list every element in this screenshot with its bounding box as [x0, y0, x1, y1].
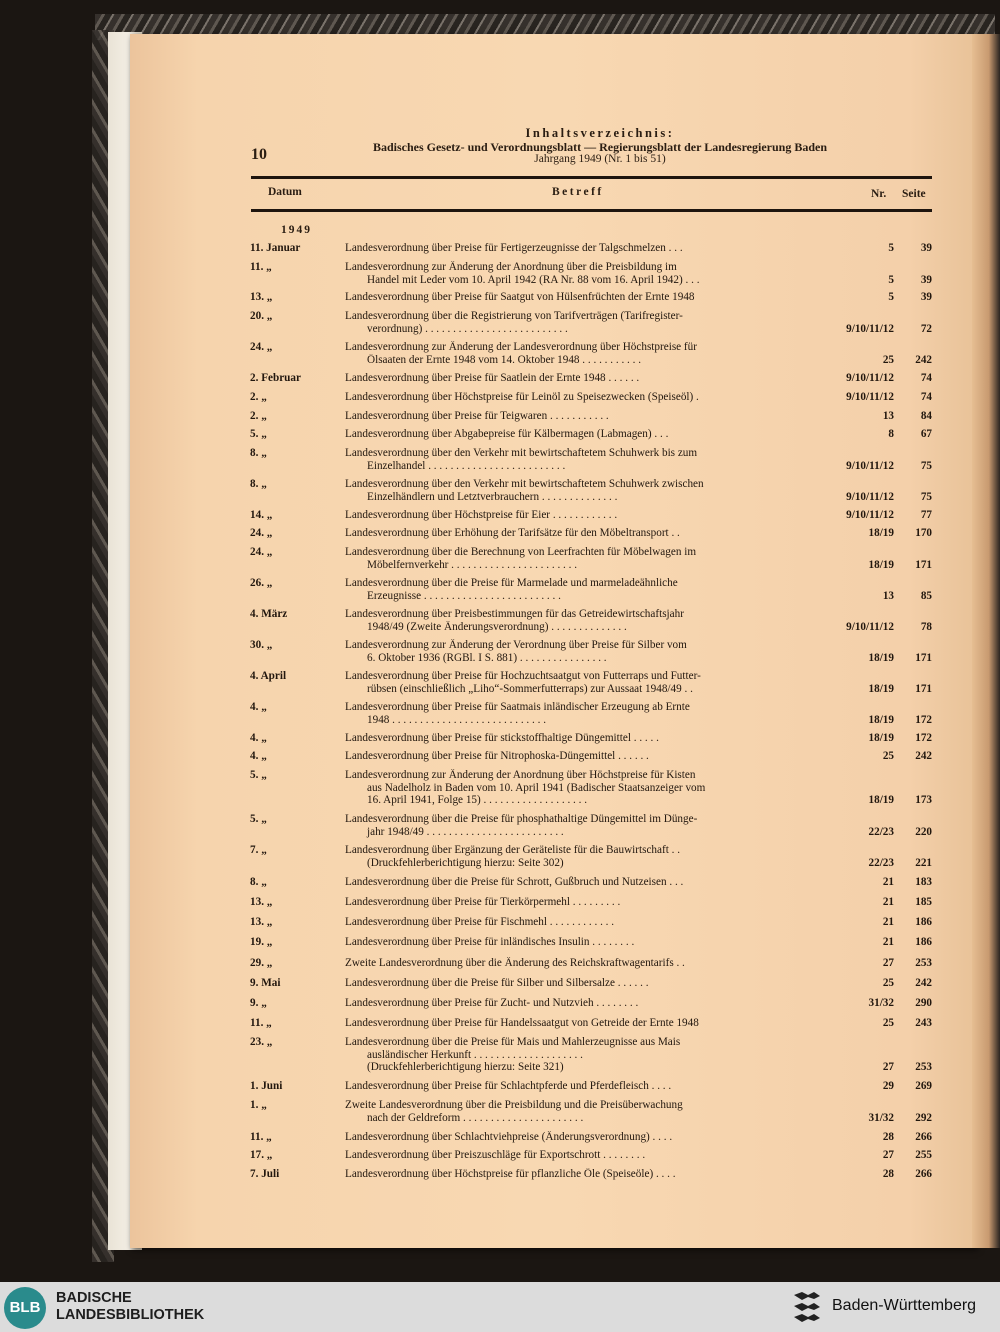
- entry-date: 11. „: [250, 261, 272, 273]
- entry-subject: [345, 670, 822, 695]
- entry-subject-line: Landesverordnung über die Berechnung von Leerfrachten für Möbelwagen im: [345, 546, 697, 558]
- entry-subject-line: Landesverordnung über den Verkehr mit bewirtschaftetem Schuhwerk zwischen: [345, 478, 704, 490]
- entry-subject: [345, 577, 822, 602]
- entry-subject: [345, 1131, 822, 1144]
- entry-subject-line: Landesverordnung über Preise für Saatlein der Ernte 1948 . . . . . .: [345, 372, 640, 384]
- page-volume: Jahrgang 1949 (Nr. 1 bis 51): [534, 153, 666, 165]
- entry-date: 2. Februar: [250, 372, 301, 384]
- entry-subject: [345, 410, 822, 423]
- toc-entry: [0, 1131, 1000, 1144]
- library-name: [56, 1290, 204, 1324]
- entry-subject-line: Landesverordnung über die Registrierung von Tarifverträgen (Tarifregister-: [345, 310, 683, 322]
- entry-page-number: 220: [915, 825, 932, 838]
- entry-issue-number: 21: [882, 916, 894, 928]
- entry-subject-line: Landesverordnung über Preise für Hochzuchtsaatgut von Futterraps und Futter-: [345, 670, 701, 682]
- entry-date: 11. „: [250, 1131, 272, 1143]
- toc-entry: [0, 896, 1000, 909]
- entry-issue-number: 22/23: [868, 825, 894, 838]
- entry-subject-line: Landesverordnung zur Änderung der Verordnung über Preise für Silber vom: [345, 639, 687, 651]
- page-title: Inhaltsverzeichnis:: [525, 126, 675, 140]
- entry-subject-line: Landesverordnung über die Preise für phosphathaltige Düngemittel im Dünge-: [345, 813, 698, 825]
- entry-subject: [345, 1080, 822, 1093]
- entry-subject: [345, 896, 822, 909]
- entry-subject: [345, 608, 822, 633]
- toc-entry: [0, 957, 1000, 970]
- entry-page-number: 266: [915, 1131, 932, 1143]
- toc-entry: [0, 1149, 1000, 1162]
- entry-issue-number: 13: [882, 589, 894, 602]
- entry-subject-line: Landesverordnung über die Preise für Silber und Silbersalze . . . . . .: [345, 977, 649, 989]
- toc-entry: [0, 372, 1000, 385]
- entry-subject-line: Landesverordnung zur Änderung der Anordnung über Höchstpreise für Kisten: [345, 769, 696, 781]
- entry-issue-number: 5: [888, 291, 894, 303]
- toc-entry: [0, 977, 1000, 990]
- entry-subject: [345, 242, 822, 255]
- toc-entry: [0, 447, 1000, 472]
- entry-date: 23. „: [250, 1036, 273, 1048]
- entry-page-number: 39: [920, 291, 932, 303]
- entry-subject-line: Landesverordnung über Preise für Fertigerzeugnisse der Talgschmelzen . . .: [345, 242, 683, 254]
- entry-page-number: 173: [915, 794, 932, 806]
- entry-subject-line: Landesverordnung über Preise für inländisches Insulin . . . . . . . .: [345, 936, 635, 948]
- entry-subject-line: rübsen (einschließlich „Liho“-Sommerfutterraps) zur Aussaat 1948/49 . .: [367, 682, 693, 695]
- entry-date: 24. „: [250, 546, 273, 558]
- header-rule-bottom: [251, 209, 932, 212]
- entry-subject-line: Landesverordnung über Preise für Nitrophoska-Düngemittel . . . . . .: [345, 750, 649, 762]
- entry-subject: [345, 310, 822, 335]
- lions-crest-icon: [792, 1290, 822, 1324]
- entry-subject-line: Landesverordnung über Abgabepreise für Kälbermagen (Labmagen) . . .: [345, 428, 669, 440]
- entry-subject-line: Landesverordnung über Preisbestimmungen für das Getreidewirtschaftsjahr: [345, 608, 684, 620]
- toc-entry: [0, 410, 1000, 423]
- entry-date: 11. „: [250, 1017, 272, 1029]
- entry-issue-number: 27: [882, 957, 894, 969]
- toc-entry: [0, 701, 1000, 726]
- entry-page-number: 253: [915, 1061, 932, 1073]
- entry-issue-number: 21: [882, 936, 894, 948]
- entry-date: 9. Mai: [250, 977, 281, 989]
- entry-issue-number: 9/10/11/12: [846, 391, 894, 403]
- entry-subject: [345, 750, 822, 763]
- entry-date: 8. „: [250, 478, 267, 490]
- entry-date: 5. „: [250, 813, 267, 825]
- entry-date: 13. „: [250, 916, 273, 928]
- entry-date: 4. März: [250, 608, 288, 620]
- entry-subject: [345, 1168, 822, 1181]
- toc-entry: [0, 261, 1000, 286]
- entry-date: 11. Januar: [250, 242, 301, 254]
- entry-date: 26. „: [250, 577, 273, 589]
- entry-issue-number: 9/10/11/12: [846, 372, 894, 384]
- entry-date: 17. „: [250, 1149, 273, 1161]
- entry-page-number: 186: [915, 936, 932, 948]
- entry-subject: [345, 977, 822, 990]
- entry-subject-line: aus Nadelholz in Baden vom 10. April 1941 (Badischer Staatsanzeiger vom: [367, 781, 706, 794]
- entry-date: 14. „: [250, 509, 273, 521]
- toc-entry: [0, 509, 1000, 522]
- entry-subject-line: Möbelfernverkehr . . . . . . . . . . . . . . . . . . . . . . .: [367, 558, 578, 571]
- entry-issue-number: 21: [882, 896, 894, 908]
- entry-issue-number: 29: [882, 1080, 894, 1092]
- entry-subject-line: Landesverordnung über Höchstpreise für Eier . . . . . . . . . . . .: [345, 509, 618, 521]
- entry-subject-line: Landesverordnung über Schlachtviehpreise (Änderungsverordnung) . . . .: [345, 1131, 673, 1143]
- entry-subject: [345, 844, 822, 869]
- entry-page-number: 170: [915, 527, 932, 539]
- entry-page-number: 243: [915, 1017, 932, 1029]
- toc-entry: [0, 428, 1000, 441]
- entry-issue-number: 18/19: [868, 732, 894, 744]
- entry-date: 2. „: [250, 410, 267, 422]
- entry-subject-line: Landesverordnung über Preise für Handelssaatgut von Getreide der Ernte 1948: [345, 1017, 699, 1029]
- entry-date: 19. „: [250, 936, 273, 948]
- entry-subject: [345, 701, 822, 726]
- toc-entry: [0, 577, 1000, 602]
- entry-issue-number: 9/10/11/12: [846, 322, 894, 335]
- entry-page-number: 172: [915, 713, 932, 726]
- toc-entry: [0, 936, 1000, 949]
- entry-subject-line: Erzeugnisse . . . . . . . . . . . . . . . . . . . . . . . . .: [367, 589, 561, 602]
- toc-entry: [0, 608, 1000, 633]
- column-header-nr: Nr.: [871, 188, 887, 200]
- entry-date: 7. Juli: [250, 1168, 280, 1180]
- entry-issue-number: 27: [882, 1061, 894, 1073]
- entry-subject-line: Einzelhandel . . . . . . . . . . . . . . . . . . . . . . . . .: [367, 459, 566, 472]
- entry-subject: [345, 261, 822, 286]
- entry-date: 2. „: [250, 391, 267, 403]
- entry-subject-line: verordnung) . . . . . . . . . . . . . . . . . . . . . . . . . .: [367, 322, 568, 335]
- entry-page-number: 266: [915, 1168, 932, 1180]
- entry-subject-line: Ölsaaten der Ernte 1948 vom 14. Oktober 1948 . . . . . . . . . . .: [367, 353, 642, 366]
- entry-subject-line: Landesverordnung über Preise für Saatmais inländischer Erzeugung ab Ernte: [345, 701, 690, 713]
- entry-date: 9. „: [250, 997, 267, 1009]
- entry-issue-number: 18/19: [868, 794, 894, 806]
- entry-subject-line: Landesverordnung über Höchstpreise für pflanzliche Öle (Speiseöle) . . . .: [345, 1168, 676, 1180]
- entry-page-number: 74: [920, 391, 932, 403]
- entry-issue-number: 28: [882, 1131, 894, 1143]
- entry-page-number: 171: [915, 651, 932, 664]
- entry-subject: [345, 769, 822, 807]
- entry-subject-line: ausländischer Herkunft . . . . . . . . . . . . . . . . . . . .: [367, 1048, 583, 1061]
- entry-subject-line: Zweite Landesverordnung über die Änderung des Reichskraftwagentarifs . .: [345, 957, 685, 969]
- entry-date: 8. „: [250, 447, 267, 459]
- entry-page-number: 255: [915, 1149, 932, 1161]
- entry-subject-line: Landesverordnung zur Änderung der Landesverordnung über Höchstpreise für: [345, 341, 697, 353]
- entry-subject-line: Landesverordnung über Preise für stickstoffhaltige Düngemittel . . . . .: [345, 732, 659, 744]
- entry-issue-number: 18/19: [868, 558, 894, 571]
- entry-page-number: 72: [920, 322, 932, 335]
- entry-page-number: 75: [920, 490, 932, 503]
- entry-subject-line: Landesverordnung über Preise für Tierkörpermehl . . . . . . . . .: [345, 896, 621, 908]
- entry-date: 4. „: [250, 701, 267, 713]
- entry-issue-number: 25: [882, 750, 894, 762]
- entry-issue-number: 28: [882, 1168, 894, 1180]
- page-number: 10: [251, 146, 267, 163]
- entry-subject-line: (Druckfehlerberichtigung hierzu: Seite 302): [367, 856, 564, 869]
- entry-date: 4. April: [250, 670, 287, 682]
- entry-subject-line: Landesverordnung über den Verkehr mit bewirtschaftetem Schuhwerk bis zum: [345, 447, 698, 459]
- entry-subject: [345, 527, 822, 540]
- entry-page-number: 171: [915, 558, 932, 571]
- toc-entry: [0, 1080, 1000, 1093]
- entry-subject-line: 1948 . . . . . . . . . . . . . . . . . . . . . . . . . . . .: [367, 713, 546, 726]
- entry-page-number: 78: [920, 620, 932, 633]
- entry-issue-number: 9/10/11/12: [846, 490, 894, 503]
- entry-subject-line: Handel mit Leder vom 10. April 1942 (RA Nr. 88 vom 16. April 1942) . . .: [367, 273, 700, 286]
- entry-subject: [345, 1149, 822, 1162]
- entry-subject: [345, 1017, 822, 1030]
- column-header-seite: Seite: [902, 188, 926, 200]
- entry-subject-line: Landesverordnung zur Änderung der Anordnung über die Preisbildung im: [345, 261, 677, 273]
- entry-subject: [345, 372, 822, 385]
- entry-date: 20. „: [250, 310, 273, 322]
- entry-date: 4. „: [250, 732, 267, 744]
- column-header-betreff: Betreff: [552, 186, 604, 198]
- toc-entry: [0, 527, 1000, 540]
- entry-date: 29. „: [250, 957, 273, 969]
- entry-subject: [345, 813, 822, 838]
- toc-entry: [0, 1036, 1000, 1074]
- entry-page-number: 290: [915, 997, 932, 1009]
- entry-date: 7. „: [250, 844, 267, 856]
- entry-subject: [345, 428, 822, 441]
- entry-page-number: 183: [915, 876, 932, 888]
- entry-subject: [345, 478, 822, 503]
- header-rule-top: [251, 176, 932, 179]
- library-name-line2: LANDESBIBLIOTHEK: [56, 1307, 205, 1323]
- entry-page-number: 67: [920, 428, 932, 440]
- toc-entry: [0, 1099, 1000, 1124]
- entry-subject-line: Landesverordnung über Preise für Fischmehl . . . . . . . . . . . .: [345, 916, 615, 928]
- blb-logo[interactable]: BLB: [4, 1287, 46, 1329]
- state-name[interactable]: Baden-Württemberg: [832, 1297, 977, 1314]
- entry-page-number: 75: [920, 459, 932, 472]
- entry-subject: [345, 1099, 822, 1124]
- entry-subject: [345, 639, 822, 664]
- toc-entry: [0, 844, 1000, 869]
- entry-issue-number: 27: [882, 1149, 894, 1161]
- entry-subject-line: Landesverordnung über Ergänzung der Geräteliste für die Bauwirtschaft . .: [345, 844, 680, 856]
- entry-page-number: 84: [920, 410, 932, 422]
- entry-issue-number: 13: [882, 410, 894, 422]
- entry-date: 8. „: [250, 876, 267, 888]
- entry-page-number: 242: [915, 977, 932, 989]
- entry-issue-number: 31/32: [868, 1111, 894, 1124]
- entry-subject-line: Landesverordnung über Preise für Zucht- und Nutzvieh . . . . . . . .: [345, 997, 639, 1009]
- toc-entry: [0, 310, 1000, 335]
- entry-page-number: 172: [915, 732, 932, 744]
- entry-issue-number: 18/19: [868, 651, 894, 664]
- entry-subject-line: 6. Oktober 1936 (RGBl. I S. 881) . . . . . . . . . . . . . . . .: [367, 651, 607, 664]
- toc-entry: [0, 916, 1000, 929]
- toc-entry: [0, 291, 1000, 304]
- toc-entry: [0, 997, 1000, 1010]
- entry-subject: [345, 391, 822, 404]
- entry-issue-number: 5: [888, 273, 894, 286]
- entry-subject: [345, 1036, 822, 1074]
- page-subtitle: Badisches Gesetz- und Verordnungsblatt — Regierungsblatt der Landesregierung Baden: [372, 140, 828, 154]
- entry-subject: [345, 997, 822, 1010]
- entry-subject: [345, 546, 822, 571]
- toc-entry: [0, 242, 1000, 255]
- entry-subject: [345, 291, 822, 304]
- toc-entry: [0, 769, 1000, 807]
- year-heading: 1949: [281, 224, 312, 236]
- toc-entry: [0, 341, 1000, 366]
- entry-subject: [345, 732, 822, 745]
- entry-subject-line: nach der Geldreform . . . . . . . . . . . . . . . . . . . . . .: [367, 1111, 584, 1124]
- entry-subject-line: 16. April 1941, Folge 15) . . . . . . . . . . . . . . . . . . .: [367, 794, 588, 806]
- entry-issue-number: 18/19: [868, 682, 894, 695]
- entry-subject-line: jahr 1948/49 . . . . . . . . . . . . . . . . . . . . . . . . .: [367, 825, 564, 838]
- entry-page-number: 185: [915, 896, 932, 908]
- entry-subject: [345, 957, 822, 970]
- entry-issue-number: 9/10/11/12: [846, 620, 894, 633]
- entry-subject: [345, 341, 822, 366]
- entry-page-number: 253: [915, 957, 932, 969]
- toc-entry: [0, 391, 1000, 404]
- entry-page-number: 39: [920, 273, 932, 286]
- entry-subject-line: Landesverordnung über Preiszuschläge für Exportschrott . . . . . . . .: [345, 1149, 646, 1161]
- entry-subject-line: Einzelhändlern und Letztverbrauchern . . . . . . . . . . . . . .: [367, 490, 618, 503]
- entry-issue-number: 18/19: [868, 527, 894, 539]
- entry-subject-line: 1948/49 (Zweite Änderungsverordnung) . . . . . . . . . . . . . .: [367, 620, 627, 633]
- toc-entry: [0, 670, 1000, 695]
- column-header-datum: Datum: [268, 186, 302, 198]
- entry-issue-number: 5: [888, 242, 894, 254]
- entry-page-number: 39: [920, 242, 932, 254]
- library-footer: [0, 1282, 1000, 1332]
- entry-page-number: 186: [915, 916, 932, 928]
- entry-issue-number: 8: [888, 428, 894, 440]
- entry-date: 30. „: [250, 639, 273, 651]
- entry-date: 24. „: [250, 527, 273, 539]
- entry-issue-number: 25: [882, 1017, 894, 1029]
- entry-subject: [345, 447, 822, 472]
- entry-subject-line: Landesverordnung über die Preise für Schrott, Gußbruch und Nutzeisen . . .: [345, 876, 684, 888]
- entry-date: 13. „: [250, 291, 273, 303]
- entry-page-number: 242: [915, 750, 932, 762]
- entry-subject-line: (Druckfehlerberichtigung hierzu: Seite 321): [367, 1061, 564, 1073]
- toc-entry: [0, 876, 1000, 889]
- entry-subject-line: Landesverordnung über die Preise für Mais und Mahlerzeugnisse aus Mais: [345, 1036, 681, 1048]
- entry-page-number: 85: [920, 589, 932, 602]
- toc-entry: [0, 1168, 1000, 1181]
- toc-entry: [0, 478, 1000, 503]
- entry-subject-line: Landesverordnung über Erhöhung der Tarifsätze für den Möbeltransport . .: [345, 527, 680, 539]
- toc-entry: [0, 732, 1000, 745]
- entry-subject-line: Landesverordnung über Höchstpreise für Leinöl zu Speisezwecken (Speiseöl) .: [345, 391, 699, 403]
- entry-subject: [345, 509, 822, 522]
- entry-date: 1. Juni: [250, 1080, 283, 1092]
- entry-subject: [345, 936, 822, 949]
- entry-page-number: 77: [920, 509, 932, 521]
- toc-entry: [0, 1017, 1000, 1030]
- entry-page-number: 74: [920, 372, 932, 384]
- entry-issue-number: 21: [882, 876, 894, 888]
- entry-issue-number: 25: [882, 977, 894, 989]
- entry-subject: [345, 876, 822, 889]
- toc-entry: [0, 750, 1000, 763]
- entry-subject-line: Landesverordnung über Preise für Saatgut von Hülsenfrüchten der Ernte 1948: [345, 291, 695, 303]
- entry-date: 4. „: [250, 750, 267, 762]
- entry-page-number: 171: [915, 682, 932, 695]
- library-name-line1: BADISCHE: [56, 1290, 132, 1306]
- toc-entry: [0, 546, 1000, 571]
- entry-issue-number: 25: [882, 353, 894, 366]
- entry-page-number: 242: [915, 353, 932, 366]
- entry-date: 5. „: [250, 428, 267, 440]
- toc-entry: [0, 813, 1000, 838]
- entry-date: 24. „: [250, 341, 273, 353]
- entry-subject-line: Landesverordnung über Preise für Teigwaren . . . . . . . . . . .: [345, 410, 609, 422]
- entry-page-number: 292: [915, 1111, 932, 1124]
- entry-page-number: 221: [915, 856, 932, 869]
- entry-subject-line: Landesverordnung über Preise für Schlachtpferde und Pferdefleisch . . . .: [345, 1080, 672, 1092]
- entry-subject-line: Zweite Landesverordnung über die Preisbildung und die Preisüberwachung: [345, 1099, 683, 1111]
- entry-subject-line: Landesverordnung über die Preise für Marmelade und marmeladeähnliche: [345, 577, 678, 589]
- entry-date: 1. „: [250, 1099, 267, 1111]
- toc-entry: [0, 639, 1000, 664]
- entry-issue-number: 9/10/11/12: [846, 509, 894, 521]
- entry-issue-number: 9/10/11/12: [846, 459, 894, 472]
- entry-date: 5. „: [250, 769, 267, 781]
- entry-issue-number: 18/19: [868, 713, 894, 726]
- entry-date: 13. „: [250, 896, 273, 908]
- entry-page-number: 269: [915, 1080, 932, 1092]
- entry-subject: [345, 916, 822, 929]
- entry-issue-number: 22/23: [868, 856, 894, 869]
- entry-issue-number: 31/32: [868, 997, 894, 1009]
